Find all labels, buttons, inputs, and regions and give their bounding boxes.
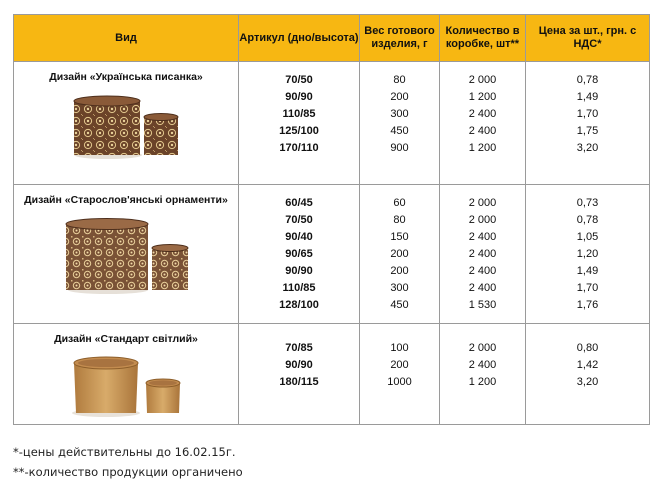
price-value: 0,78 <box>576 214 599 226</box>
kraft-molds-image <box>68 353 184 419</box>
quantity-value: 2 400 <box>468 359 497 371</box>
table-row <box>14 324 650 425</box>
table-row <box>14 62 650 185</box>
quantity-value: 1 200 <box>468 142 497 154</box>
design-title: Дизайн «Українська писанка» <box>49 71 203 83</box>
quantity-value: 2 000 <box>468 342 497 354</box>
artikul-value: 110/85 <box>282 282 316 294</box>
pysanka-molds-image <box>70 91 182 161</box>
artikul-value: 90/40 <box>285 231 313 243</box>
header-artikul: Артикул (дно/высота) <box>239 15 360 62</box>
design-cell <box>14 324 239 425</box>
artikul-value: 180/115 <box>279 376 319 388</box>
header-vid: Вид <box>14 15 239 62</box>
price-value: 1,49 <box>576 91 599 103</box>
price-table <box>13 14 650 425</box>
design-cell <box>14 185 239 324</box>
weight-value: 200 <box>390 265 409 277</box>
price-value: 1,49 <box>576 265 599 277</box>
footnote-validity: *-цены действительны до 16.02.15г. <box>13 445 236 459</box>
price-value: 1,75 <box>576 125 599 137</box>
ornament-molds-image <box>60 214 192 296</box>
quantity-value: 2 400 <box>468 231 497 243</box>
weight-value: 200 <box>390 248 409 260</box>
artikul-value: 110/85 <box>282 108 316 120</box>
quantity-value: 2 400 <box>468 282 497 294</box>
quantity-value: 1 200 <box>468 376 497 388</box>
artikul-value: 170/110 <box>279 142 319 154</box>
artikul-value: 125/100 <box>279 125 319 137</box>
quantity-value: 1 200 <box>468 91 497 103</box>
weight-value: 300 <box>390 282 409 294</box>
weight-value: 900 <box>390 142 409 154</box>
price-value: 1,70 <box>576 108 599 120</box>
price-value: 0,73 <box>576 197 599 209</box>
price-value: 1,42 <box>576 359 599 371</box>
weight-value: 200 <box>390 359 409 371</box>
price-value: 0,80 <box>576 342 599 354</box>
price-value: 1,70 <box>576 282 599 294</box>
price-value: 0,78 <box>576 74 599 86</box>
artikul-value: 70/50 <box>285 214 313 226</box>
quantity-value: 2 000 <box>468 214 497 226</box>
table-header-row <box>14 15 650 62</box>
weight-value: 450 <box>390 125 409 137</box>
weight-value: 60 <box>393 197 406 209</box>
quantity-value: 1 530 <box>468 299 497 311</box>
weight-value: 300 <box>390 108 409 120</box>
header-quantity: Количество в коробке, шт** <box>440 15 526 62</box>
table-row <box>14 185 650 324</box>
artikul-value: 90/65 <box>285 248 313 260</box>
quantity-value: 2 000 <box>468 74 497 86</box>
artikul-value: 60/45 <box>285 197 313 209</box>
design-cell <box>14 62 239 185</box>
artikul-value: 70/50 <box>285 74 313 86</box>
footnote-quantity: **-количество продукции органичено <box>13 465 243 479</box>
artikul-value: 90/90 <box>285 91 313 103</box>
weight-value: 450 <box>390 299 409 311</box>
price-value: 1,76 <box>576 299 599 311</box>
header-weight: Вес готового изделия, г <box>360 15 440 62</box>
design-title: Дизайн «Старослов'янські орнаменти» <box>24 194 228 206</box>
artikul-value: 128/100 <box>279 299 319 311</box>
artikul-value: 90/90 <box>285 265 313 277</box>
quantity-value: 2 400 <box>468 108 497 120</box>
weight-value: 80 <box>393 74 406 86</box>
artikul-value: 70/85 <box>285 342 313 354</box>
weight-value: 150 <box>390 231 409 243</box>
weight-value: 100 <box>390 342 409 354</box>
quantity-value: 2 400 <box>468 265 497 277</box>
weight-value: 80 <box>393 214 406 226</box>
header-price: Цена за шт., грн. с НДС* <box>526 15 650 62</box>
price-value: 1,20 <box>576 248 599 260</box>
price-value: 1,05 <box>576 231 599 243</box>
quantity-value: 2 000 <box>468 197 497 209</box>
weight-value: 200 <box>390 91 409 103</box>
price-value: 3,20 <box>576 142 599 154</box>
quantity-value: 2 400 <box>468 248 497 260</box>
quantity-value: 2 400 <box>468 125 497 137</box>
weight-value: 1000 <box>387 376 412 388</box>
design-title: Дизайн «Стандарт світлий» <box>54 333 198 345</box>
artikul-value: 90/90 <box>285 359 313 371</box>
price-value: 3,20 <box>576 376 599 388</box>
